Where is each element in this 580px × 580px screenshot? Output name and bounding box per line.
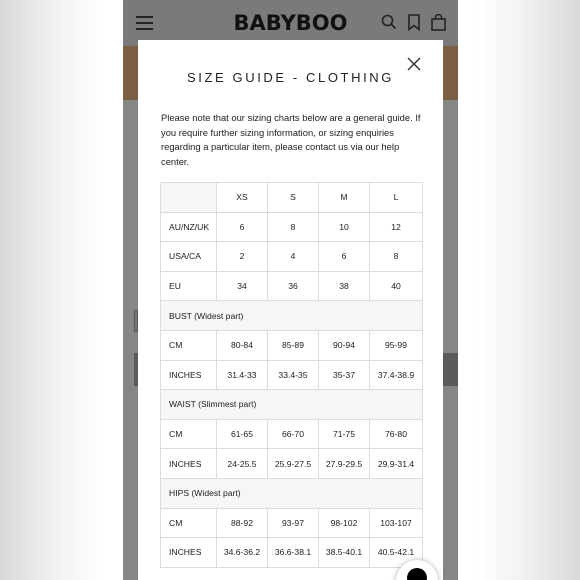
table-cell: 35-37: [319, 360, 370, 390]
table-cell: 34: [217, 271, 268, 301]
section-label: HIPS (Widest part): [161, 478, 423, 508]
table-cell: 38.5-40.1: [319, 538, 370, 568]
sizing-note: Please note that our sizing charts below are a general guide. If you require further sizing information, or sizing enquiries regarding a particular item, please contact us via our help center.: [161, 112, 421, 167]
table-section-row: [161, 301, 423, 331]
table-cell: 31.4-33: [217, 360, 268, 390]
table-cell: 6: [217, 212, 268, 242]
row-label: EU: [161, 271, 217, 301]
table-row: [161, 212, 423, 242]
table-cell: 6: [319, 242, 370, 272]
table-cell: 93-97: [268, 508, 319, 538]
table-section-row: [161, 478, 423, 508]
table-row: [161, 419, 423, 449]
column-header: M: [319, 183, 370, 213]
bookmark-icon[interactable]: [407, 14, 421, 31]
table-cell: 85-89: [268, 330, 319, 360]
table-cell: 25.9-27.5: [268, 449, 319, 479]
row-label: CM: [161, 330, 217, 360]
table-cell: 8: [268, 212, 319, 242]
row-label: INCHES: [161, 449, 217, 479]
background-button: [443, 353, 458, 386]
table-cell: 27.9-29.5: [319, 449, 370, 479]
table-row: [161, 508, 423, 538]
size-chart-table: [160, 182, 423, 568]
table-cell: 34.6-36.2: [217, 538, 268, 568]
table-row: [161, 449, 423, 479]
column-header: L: [370, 183, 423, 213]
table-cell: 40: [370, 271, 423, 301]
table-cell: 66-70: [268, 419, 319, 449]
section-label: BUST (Widest part): [161, 301, 423, 331]
table-cell: 76-80: [370, 419, 423, 449]
bag-icon[interactable]: [431, 14, 446, 31]
row-label: CM: [161, 508, 217, 538]
table-cell: 24-25.5: [217, 449, 268, 479]
table-cell: 37.4-38.9: [370, 360, 423, 390]
search-icon[interactable]: [381, 14, 397, 30]
table-row: [161, 538, 423, 568]
column-header: XS: [217, 183, 268, 213]
header-actions: [381, 14, 446, 31]
table-cell: 38: [319, 271, 370, 301]
table-cell: 12: [370, 212, 423, 242]
table-row: [161, 330, 423, 360]
table-cell: 80-84: [217, 330, 268, 360]
table-cell: 88-92: [217, 508, 268, 538]
table-row: [161, 271, 423, 301]
table-cell: 33.4-35: [268, 360, 319, 390]
row-label: INCHES: [161, 538, 217, 568]
table-cell: 36.6-38.1: [268, 538, 319, 568]
section-label: WAIST (Slimmest part): [161, 390, 423, 420]
table-section-row: [161, 390, 423, 420]
table-cell: 2: [217, 242, 268, 272]
brand-logo[interactable]: BABYBOO: [233, 11, 348, 35]
table-cell: 103-107: [370, 508, 423, 538]
table-cell: 61-65: [217, 419, 268, 449]
table-header-row: [161, 183, 423, 213]
close-icon[interactable]: [406, 56, 422, 72]
row-label: AU/NZ/UK: [161, 212, 217, 242]
row-label: USA/CA: [161, 242, 217, 272]
table-cell: 8: [370, 242, 423, 272]
table-row: [161, 360, 423, 390]
table-cell: 10: [319, 212, 370, 242]
table-row: [161, 242, 423, 272]
table-cell: 71-75: [319, 419, 370, 449]
table-cell: 40.5-42.1: [370, 538, 423, 568]
size-guide-modal: [138, 40, 443, 580]
table-cell: 29.9-31.4: [370, 449, 423, 479]
table-cell: 95-99: [370, 330, 423, 360]
modal-title: SIZE GUIDE - CLOTHING: [186, 70, 394, 85]
row-label: INCHES: [161, 360, 217, 390]
header-corner-cell: [161, 183, 217, 213]
column-header: S: [268, 183, 319, 213]
table-cell: 90-94: [319, 330, 370, 360]
table-cell: 98-102: [319, 508, 370, 538]
row-label: CM: [161, 419, 217, 449]
table-cell: 4: [268, 242, 319, 272]
table-cell: 36: [268, 271, 319, 301]
size-chart-body: [161, 183, 423, 568]
